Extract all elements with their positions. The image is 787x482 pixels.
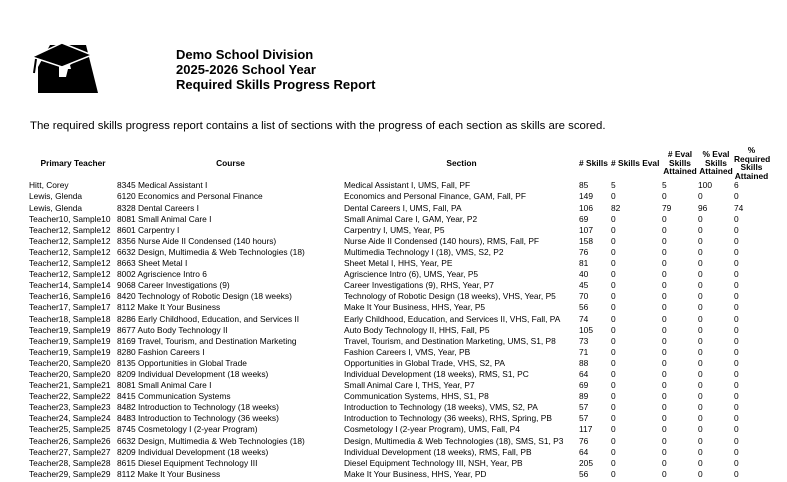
cell-skills: 69	[579, 380, 589, 391]
table-row	[29, 225, 769, 236]
cell-eval-attained: 0	[662, 357, 667, 368]
cell-teacher: Teacher12, Sample12	[29, 269, 111, 280]
cell-teacher: Teacher12, Sample12	[29, 235, 111, 246]
table-row	[29, 280, 769, 291]
cell-pct-eval: 0	[698, 302, 703, 313]
cell-skills: 69	[579, 213, 589, 224]
cell-skills-eval: 0	[611, 235, 616, 246]
cell-skills: 74	[579, 313, 589, 324]
cell-course: 8169 Travel, Tourism, and Destination Marketing	[117, 335, 297, 346]
table-row	[29, 180, 769, 191]
district-name: Demo School Division	[176, 47, 314, 62]
cell-skills: 149	[579, 191, 593, 202]
cell-section: Carpentry I, UMS, Year, P5	[344, 224, 445, 235]
cell-skills-eval: 0	[611, 191, 616, 202]
cell-pct-required: 0	[734, 346, 739, 357]
cell-eval-attained: 0	[662, 335, 667, 346]
col-course: Course	[216, 157, 245, 168]
cell-eval-attained: 0	[662, 269, 667, 280]
cell-skills: 88	[579, 357, 589, 368]
cell-pct-required: 0	[734, 324, 739, 335]
cell-eval-attained: 0	[662, 402, 667, 413]
cell-course: 8286 Early Childhood, Education, and Services II	[117, 313, 300, 324]
cell-course: 8482 Introduction to Technology (18 weeks)	[117, 402, 279, 413]
cell-pct-eval: 0	[698, 258, 703, 269]
cell-eval-attained: 0	[662, 291, 667, 302]
table-row	[29, 236, 769, 247]
cell-skills-eval: 0	[611, 313, 616, 324]
table-row	[29, 336, 769, 347]
cell-course: 8328 Dental Careers I	[117, 202, 199, 213]
cell-skills: 45	[579, 280, 589, 291]
cell-course: 8677 Auto Body Technology II	[117, 324, 228, 335]
table-row	[29, 325, 769, 336]
table-row	[29, 358, 769, 369]
cell-course: 8081 Small Animal Care I	[117, 213, 212, 224]
cell-skills: 57	[579, 413, 589, 424]
cell-teacher: Hitt, Corey	[29, 180, 69, 191]
cell-eval-attained: 0	[662, 457, 667, 468]
cell-course: 8345 Medical Assistant I	[117, 180, 208, 191]
cell-section: Travel, Tourism, and Destination Marketing, UMS, S1, P8	[344, 335, 556, 346]
cell-pct-eval: 0	[698, 313, 703, 324]
cell-section: Fashion Careers I, VMS, Year, PB	[344, 346, 471, 357]
cell-skills-eval: 0	[611, 291, 616, 302]
cell-skills-eval: 0	[611, 468, 616, 479]
cell-skills-eval: 0	[611, 446, 616, 457]
col-eval-skills-attained: # Eval Skills Attained	[663, 149, 697, 177]
report-description: The required skills progress report contains a list of sections with the progress of each section as skills are scored.	[30, 120, 606, 132]
cell-pct-eval: 0	[698, 346, 703, 357]
col-pct-eval-skills-attained: % Eval Skills Attained	[699, 149, 733, 177]
cell-course: 8135 Opportunities in Global Trade	[117, 357, 247, 368]
cell-skills-eval: 0	[611, 357, 616, 368]
cell-eval-attained: 0	[662, 368, 667, 379]
cell-pct-eval: 0	[698, 269, 703, 280]
cell-section: Individual Development (18 weeks), RMS, S1, PC	[344, 368, 529, 379]
cell-course: 8081 Small Animal Care I	[117, 380, 212, 391]
cell-skills: 56	[579, 302, 589, 313]
cell-skills: 76	[579, 246, 589, 257]
cell-teacher: Lewis, Glenda	[29, 191, 83, 202]
cell-section: Nurse Aide II Condensed (140 hours), RMS, Fall, PF	[344, 235, 540, 246]
cell-eval-attained: 5	[662, 180, 667, 191]
table-row	[29, 369, 769, 380]
cell-teacher: Lewis, Glenda	[29, 202, 83, 213]
cell-section: Individual Development (18 weeks), RMS, Fall, PB	[344, 446, 532, 457]
cell-skills: 57	[579, 402, 589, 413]
cell-pct-required: 0	[734, 302, 739, 313]
cell-skills: 117	[579, 424, 593, 435]
cell-skills: 76	[579, 435, 589, 446]
cell-course: 6632 Design, Multimedia & Web Technologies (18)	[117, 435, 305, 446]
cell-pct-required: 0	[734, 457, 739, 468]
cell-skills-eval: 0	[611, 435, 616, 446]
cell-skills-eval: 5	[611, 180, 616, 191]
cell-pct-required: 0	[734, 357, 739, 368]
cell-skills-eval: 0	[611, 368, 616, 379]
cell-pct-eval: 0	[698, 335, 703, 346]
cell-eval-attained: 0	[662, 313, 667, 324]
table-row	[29, 302, 769, 313]
cell-teacher: Teacher12, Sample12	[29, 258, 111, 269]
table-row	[29, 413, 769, 424]
table-row	[29, 258, 769, 269]
cell-section: Small Animal Care I, GAM, Year, P2	[344, 213, 478, 224]
cell-section: Dental Careers I, UMS, Fall, PA	[344, 202, 462, 213]
school-year: 2025-2026 School Year	[176, 62, 316, 77]
cell-section: Make It Your Business, HHS, Year, PD	[344, 468, 487, 479]
cell-section: Make It Your Business, HHS, Year, P5	[344, 302, 486, 313]
cell-pct-required: 0	[734, 435, 739, 446]
cell-teacher: Teacher18, Sample18	[29, 313, 111, 324]
table-row	[29, 291, 769, 302]
cell-skills: 107	[579, 224, 593, 235]
cell-pct-required: 0	[734, 391, 739, 402]
cell-section: Medical Assistant I, UMS, Fall, PF	[344, 180, 471, 191]
report-header	[176, 47, 375, 92]
col-primary-teacher: Primary Teacher	[40, 157, 106, 168]
cell-teacher: Teacher17, Sample17	[29, 302, 111, 313]
cell-pct-eval: 0	[698, 357, 703, 368]
cell-pct-eval: 0	[698, 213, 703, 224]
cell-skills-eval: 0	[611, 424, 616, 435]
cell-pct-required: 6	[734, 180, 739, 191]
cell-course: 8615 Diesel Equipment Technology III	[117, 457, 258, 468]
cell-course: 6120 Economics and Personal Finance	[117, 191, 263, 202]
cell-eval-attained: 0	[662, 391, 667, 402]
cell-eval-attained: 0	[662, 435, 667, 446]
cell-course: 8002 Agriscience Intro 6	[117, 269, 207, 280]
table-row	[29, 458, 769, 469]
cell-pct-eval: 0	[698, 246, 703, 257]
cell-section: Sheet Metal I, HHS, Year, PE	[344, 258, 453, 269]
cell-skills-eval: 0	[611, 302, 616, 313]
cell-course: 8209 Individual Development (18 weeks)	[117, 446, 269, 457]
table-row	[29, 436, 769, 447]
cell-teacher: Teacher16, Sample16	[29, 291, 111, 302]
cell-section: Technology of Robotic Design (18 weeks), VHS, Year, P5	[344, 291, 556, 302]
cell-course: 8280 Fashion Careers I	[117, 346, 205, 357]
cell-eval-attained: 0	[662, 280, 667, 291]
cell-course: 9068 Career Investigations (9)	[117, 280, 230, 291]
progress-table	[29, 146, 769, 480]
cell-course: 8112 Make It Your Business	[117, 302, 221, 313]
cell-pct-eval: 0	[698, 368, 703, 379]
table-row	[29, 424, 769, 435]
cell-pct-required: 0	[734, 424, 739, 435]
cell-skills-eval: 0	[611, 324, 616, 335]
cell-teacher: Teacher22, Sample22	[29, 391, 111, 402]
cell-course: 8415 Communication Systems	[117, 391, 231, 402]
cell-pct-eval: 0	[698, 380, 703, 391]
cell-eval-attained: 0	[662, 235, 667, 246]
cell-section: Auto Body Technology II, HHS, Fall, P5	[344, 324, 490, 335]
cell-pct-required: 0	[734, 213, 739, 224]
cell-skills-eval: 0	[611, 335, 616, 346]
cell-skills: 64	[579, 368, 589, 379]
cell-pct-eval: 0	[698, 413, 703, 424]
cell-course: 8663 Sheet Metal I	[117, 258, 188, 269]
cell-pct-eval: 0	[698, 457, 703, 468]
cell-pct-required: 0	[734, 246, 739, 257]
cell-skills-eval: 0	[611, 402, 616, 413]
cell-skills-eval: 0	[611, 391, 616, 402]
cell-pct-required: 0	[734, 335, 739, 346]
cell-teacher: Teacher27, Sample27	[29, 446, 111, 457]
cell-pct-eval: 0	[698, 235, 703, 246]
cell-skills-eval: 0	[611, 213, 616, 224]
col-section: Section	[446, 157, 477, 168]
cell-teacher: Teacher12, Sample12	[29, 246, 111, 257]
cell-eval-attained: 79	[662, 202, 672, 213]
cell-pct-required: 0	[734, 291, 739, 302]
cell-course: 6632 Design, Multimedia & Web Technologies (18)	[117, 246, 305, 257]
cell-pct-eval: 0	[698, 468, 703, 479]
cell-teacher: Teacher29, Sample29	[29, 468, 111, 479]
cell-pct-required: 0	[734, 280, 739, 291]
cell-teacher: Teacher19, Sample19	[29, 335, 111, 346]
cell-section: Economics and Personal Finance, GAM, Fall, PF	[344, 191, 526, 202]
cell-eval-attained: 0	[662, 224, 667, 235]
cell-pct-eval: 0	[698, 402, 703, 413]
table-row	[29, 247, 769, 258]
cell-section: Early Childhood, Education, and Services II, VHS, Fall, PA	[344, 313, 561, 324]
cell-eval-attained: 0	[662, 191, 667, 202]
cell-pct-eval: 0	[698, 324, 703, 335]
cell-section: Communication Systems, HHS, S1, P8	[344, 391, 489, 402]
cell-teacher: Teacher12, Sample12	[29, 224, 111, 235]
cell-teacher: Teacher10, Sample10	[29, 213, 111, 224]
cell-course: 8209 Individual Development (18 weeks)	[117, 368, 269, 379]
cell-teacher: Teacher20, Sample20	[29, 368, 111, 379]
cell-course: 8112 Make It Your Business	[117, 468, 221, 479]
cell-pct-eval: 0	[698, 435, 703, 446]
cell-eval-attained: 0	[662, 413, 667, 424]
cell-pct-eval: 0	[698, 391, 703, 402]
cell-eval-attained: 0	[662, 302, 667, 313]
cell-teacher: Teacher25, Sample25	[29, 424, 111, 435]
table-row	[29, 269, 769, 280]
cell-skills-eval: 0	[611, 380, 616, 391]
cell-pct-eval: 0	[698, 224, 703, 235]
cell-skills-eval: 82	[611, 202, 621, 213]
cell-section: Small Animal Care I, THS, Year, P7	[344, 380, 475, 391]
table-row	[29, 380, 769, 391]
cell-teacher: Teacher23, Sample23	[29, 402, 111, 413]
cell-skills: 40	[579, 269, 589, 280]
cell-skills-eval: 0	[611, 269, 616, 280]
cell-pct-eval: 96	[698, 202, 708, 213]
cell-skills: 158	[579, 235, 593, 246]
cell-teacher: Teacher20, Sample20	[29, 357, 111, 368]
cell-section: Agriscience Intro (6), UMS, Year, P5	[344, 269, 479, 280]
cell-pct-required: 0	[734, 224, 739, 235]
cell-course: 8483 Introduction to Technology (36 weeks)	[117, 413, 279, 424]
cell-skills: 73	[579, 335, 589, 346]
cell-skills: 81	[579, 258, 589, 269]
cell-skills-eval: 0	[611, 346, 616, 357]
cell-section: Career Investigations (9), RHS, Year, P7	[344, 280, 494, 291]
cell-skills-eval: 0	[611, 457, 616, 468]
cell-course: 8356 Nurse Aide II Condensed (140 hours)	[117, 235, 277, 246]
cell-teacher: Teacher21, Sample21	[29, 380, 111, 391]
table-row	[29, 203, 769, 214]
cell-section: Cosmetology I (2-year Program), UMS, Fall, P4	[344, 424, 520, 435]
table-row	[29, 191, 769, 202]
table-row	[29, 314, 769, 325]
cell-pct-eval: 0	[698, 280, 703, 291]
cell-pct-required: 0	[734, 368, 739, 379]
cell-pct-required: 0	[734, 235, 739, 246]
cell-teacher: Teacher19, Sample19	[29, 324, 111, 335]
cell-pct-required: 0	[734, 446, 739, 457]
cell-teacher: Teacher28, Sample28	[29, 457, 111, 468]
table-row	[29, 214, 769, 225]
cell-eval-attained: 0	[662, 446, 667, 457]
cell-section: Introduction to Technology (36 weeks), RHS, Spring, PB	[344, 413, 552, 424]
cell-skills: 71	[579, 346, 589, 357]
school-division-logo	[30, 37, 100, 95]
cell-course: 8420 Technology of Robotic Design (18 weeks)	[117, 291, 292, 302]
cell-skills: 64	[579, 446, 589, 457]
table-row	[29, 402, 769, 413]
cell-skills: 106	[579, 202, 593, 213]
cell-skills-eval: 0	[611, 246, 616, 257]
cell-pct-required: 0	[734, 468, 739, 479]
col-skills: # Skills	[579, 157, 608, 168]
cell-section: Introduction to Technology (18 weeks), VMS, S2, PA	[344, 402, 538, 413]
cell-pct-eval: 0	[698, 446, 703, 457]
cell-pct-required: 0	[734, 269, 739, 280]
cell-course: 8745 Cosmetology I (2-year Program)	[117, 424, 258, 435]
cell-pct-required: 0	[734, 402, 739, 413]
cell-section: Multimedia Technology I (18), VMS, S2, P2	[344, 246, 504, 257]
cell-pct-eval: 100	[698, 180, 712, 191]
cell-teacher: Teacher19, Sample19	[29, 346, 111, 357]
cell-eval-attained: 0	[662, 246, 667, 257]
col-pct-required-skills-attained: % Required Skills Attained	[734, 145, 771, 181]
cell-skills-eval: 0	[611, 224, 616, 235]
cell-pct-required: 0	[734, 258, 739, 269]
cell-section: Design, Multimedia & Web Technologies (18), SMS, S1, P3	[344, 435, 564, 446]
cell-skills: 105	[579, 324, 593, 335]
cell-eval-attained: 0	[662, 346, 667, 357]
table-row	[29, 391, 769, 402]
table-row	[29, 347, 769, 358]
table-row	[29, 469, 769, 480]
cell-skills: 56	[579, 468, 589, 479]
cell-eval-attained: 0	[662, 468, 667, 479]
col-skills-eval: # Skills Eval	[611, 157, 660, 168]
cell-section: Opportunities in Global Trade, VHS, S2, PA	[344, 357, 505, 368]
table-row	[29, 447, 769, 458]
cell-section: Diesel Equipment Technology III, NSH, Year, PB	[344, 457, 523, 468]
cell-skills-eval: 0	[611, 280, 616, 291]
cell-eval-attained: 0	[662, 380, 667, 391]
cell-skills: 205	[579, 457, 593, 468]
cell-skills: 70	[579, 291, 589, 302]
cell-eval-attained: 0	[662, 424, 667, 435]
cell-skills-eval: 0	[611, 258, 616, 269]
cell-pct-required: 0	[734, 413, 739, 424]
cell-teacher: Teacher14, Sample14	[29, 280, 111, 291]
cell-skills-eval: 0	[611, 413, 616, 424]
cell-pct-required: 0	[734, 313, 739, 324]
cell-pct-required: 74	[734, 202, 744, 213]
cell-eval-attained: 0	[662, 324, 667, 335]
cell-course: 8601 Carpentry I	[117, 224, 180, 235]
cell-pct-required: 0	[734, 191, 739, 202]
cell-pct-eval: 0	[698, 291, 703, 302]
cell-skills: 85	[579, 180, 589, 191]
cell-eval-attained: 0	[662, 258, 667, 269]
cell-skills: 89	[579, 391, 589, 402]
cell-eval-attained: 0	[662, 213, 667, 224]
cell-pct-required: 0	[734, 380, 739, 391]
cell-pct-eval: 0	[698, 424, 703, 435]
table-header-row	[29, 146, 769, 180]
cell-teacher: Teacher26, Sample26	[29, 435, 111, 446]
report-title: Required Skills Progress Report	[176, 77, 376, 92]
table-body	[29, 180, 769, 480]
cell-teacher: Teacher24, Sample24	[29, 413, 111, 424]
cell-pct-eval: 0	[698, 191, 703, 202]
